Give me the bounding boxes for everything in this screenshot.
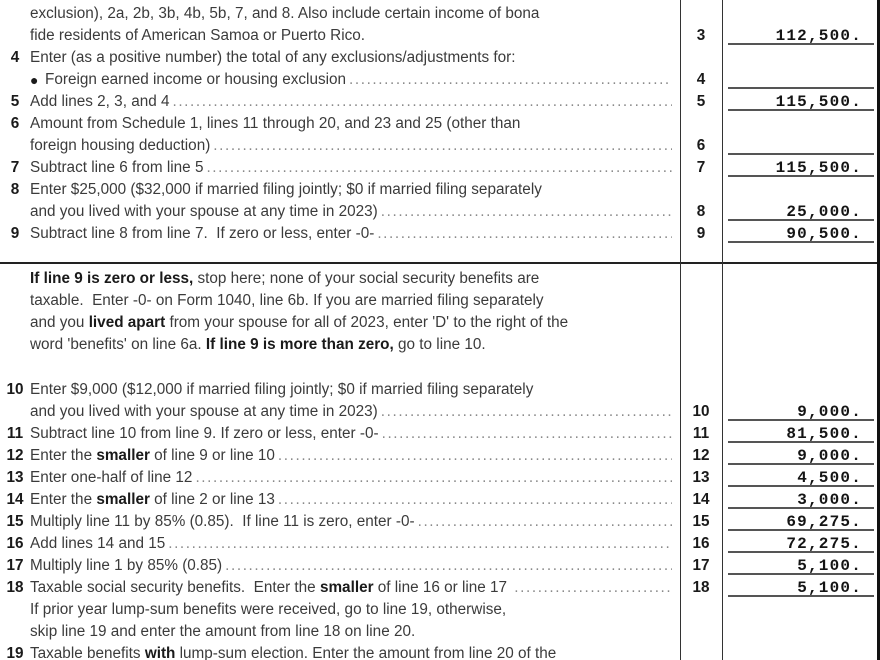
worksheet-row [0, 113, 880, 135]
amount-underline [728, 43, 874, 45]
line-text: Enter one-half of line 12 [30, 469, 193, 486]
section-divider [0, 262, 880, 264]
line-number: 16 [692, 535, 710, 552]
dotted-leader [172, 91, 672, 113]
line-text: Enter the smaller of line 2 or line 13 [30, 491, 275, 508]
line-label: 17 [6, 557, 24, 574]
worksheet-row [0, 643, 880, 660]
line-number: 8 [696, 203, 706, 220]
line-text: skip line 19 and enter the amount from line 18 on line 20. [30, 623, 416, 640]
line-text: exclusion), 2a, 2b, 3b, 4b, 5b, 7, and 8. Also include certain income of bona [30, 5, 540, 22]
line-text: and you lived with your spouse at any time in 2023) [30, 403, 378, 420]
note-paragraph-line [0, 334, 880, 356]
line-text: Amount from Schedule 1, lines 11 through 20, and 23 and 25 (other than [30, 115, 521, 132]
line-label: 4 [10, 49, 20, 66]
note-paragraph [0, 268, 880, 356]
line-text: Enter the smaller of line 9 or line 10 [30, 447, 275, 464]
line-text: Add lines 2, 3, and 4 [30, 93, 170, 110]
worksheet-row [0, 401, 880, 423]
amount-value: 115,500. [775, 93, 862, 111]
worksheet-row [0, 599, 880, 621]
line-text: Enter $25,000 ($32,000 if married filing jointly; $0 if married filing separately [30, 181, 542, 198]
worksheet-row [0, 423, 880, 445]
amount-value: 9,000. [797, 403, 862, 421]
amount-value: 81,500. [786, 425, 862, 443]
amount-value: 5,100. [797, 557, 862, 575]
line-label: 9 [10, 225, 20, 242]
amount-underline [728, 573, 874, 575]
dotted-leader [381, 201, 672, 223]
amount-underline [728, 485, 874, 487]
note-text: taxable. Enter -0- on Form 1040, line 6b. If you are married filing separately [30, 292, 544, 309]
line-number: 5 [696, 93, 706, 110]
amount-value: 4,500. [797, 469, 862, 487]
worksheet-row [0, 3, 880, 25]
line-label: 19 [6, 645, 24, 660]
dotted-leader [514, 577, 672, 599]
amount-value: 90,500. [786, 225, 862, 243]
amount-underline [728, 153, 874, 155]
line-text: Enter (as a positive number) the total of any exclusions/adjustments for: [30, 49, 516, 66]
line-text: Foreign earned income or housing exclusion [45, 71, 347, 88]
line-text: Subtract line 6 from line 5 [30, 159, 204, 176]
amount-underline [728, 507, 874, 509]
line-text: Add lines 14 and 15 [30, 535, 166, 552]
dotted-leader [381, 401, 672, 423]
line-label: 8 [10, 181, 20, 198]
dotted-leader [213, 135, 672, 157]
line-text: Taxable social security benefits. Enter the smaller of line 16 or line 17 [30, 579, 512, 596]
line-text: foreign housing deduction) [30, 137, 211, 154]
amount-underline [728, 109, 874, 111]
section-lines-3-9 [0, 0, 880, 245]
note-paragraph-line [0, 312, 880, 334]
amount-underline [728, 551, 874, 553]
line-label: 12 [6, 447, 24, 464]
line-number: 13 [692, 469, 710, 486]
line-number: 6 [696, 137, 706, 154]
line-number: 14 [692, 491, 710, 508]
amount-value: 9,000. [797, 447, 862, 465]
line-label: 15 [6, 513, 24, 530]
amount-underline [728, 219, 874, 221]
worksheet-row [0, 201, 880, 223]
worksheet-row [0, 379, 880, 401]
note-text: If line 9 is zero or less, stop here; none of your social security benefits are [30, 270, 540, 287]
line-label: 7 [10, 159, 20, 176]
line-number: 3 [696, 27, 706, 44]
line-text: Taxable benefits with lump-sum election. Enter the amount from line 20 of the [30, 645, 557, 660]
worksheet-row [0, 555, 880, 577]
amount-underline [728, 463, 874, 465]
worksheet-row [0, 533, 880, 555]
amount-value: 69,275. [786, 513, 862, 531]
worksheet-row [0, 511, 880, 533]
line-label: 18 [6, 579, 24, 596]
dotted-leader [278, 489, 672, 511]
section-lines-10-19 [0, 379, 880, 660]
amount-value: 3,000. [797, 491, 862, 509]
line-text: and you lived with your spouse at any time in 2023) [30, 203, 378, 220]
note-text: word 'benefits' on line 6a. If line 9 is more than zero, go to line 10. [30, 336, 486, 353]
line-label: 10 [6, 381, 24, 398]
line-text: Multiply line 11 by 85% (0.85). If line 11 is zero, enter -0- [30, 513, 415, 530]
amount-underline [728, 87, 874, 89]
line-number: 4 [696, 71, 706, 88]
amount-value: 25,000. [786, 203, 862, 221]
dotted-leader [418, 511, 672, 533]
line-number: 12 [692, 447, 710, 464]
line-label: 6 [10, 115, 20, 132]
worksheet-row [0, 69, 880, 91]
dotted-leader [195, 467, 672, 489]
line-number: 10 [692, 403, 710, 420]
line-label: 13 [6, 469, 24, 486]
line-label: 16 [6, 535, 24, 552]
line-number: 7 [696, 159, 706, 176]
worksheet-row [0, 179, 880, 201]
amount-underline [728, 595, 874, 597]
amount-underline [728, 419, 874, 421]
dotted-leader [168, 533, 672, 555]
line-text: Multiply line 1 by 85% (0.85) [30, 557, 223, 574]
line-text: Subtract line 10 from line 9. If zero or less, enter -0- [30, 425, 379, 442]
worksheet-row [0, 445, 880, 467]
worksheet-row [0, 223, 880, 245]
worksheet-row [0, 577, 880, 599]
amount-value: 112,500. [775, 27, 862, 45]
worksheet-row [0, 621, 880, 643]
amount-underline [728, 175, 874, 177]
dotted-leader [206, 157, 672, 179]
worksheet-row [0, 47, 880, 69]
line-text: If prior year lump-sum benefits were received, go to line 19, otherwise, [30, 601, 507, 618]
amount-underline [728, 241, 874, 243]
dotted-leader [349, 69, 672, 91]
amount-underline [728, 529, 874, 531]
note-paragraph-line [0, 268, 880, 290]
dotted-leader [377, 223, 672, 245]
note-text: and you lived apart from your spouse for all of 2023, enter 'D' to the right of the [30, 314, 569, 331]
line-number: 17 [692, 557, 710, 574]
worksheet-row [0, 489, 880, 511]
line-number: 18 [692, 579, 710, 596]
note-paragraph-line [0, 290, 880, 312]
dotted-leader [278, 445, 672, 467]
amount-value: 72,275. [786, 535, 862, 553]
amount-value: 5,100. [797, 579, 862, 597]
line-label: 11 [6, 425, 24, 442]
worksheet-row [0, 467, 880, 489]
line-text: fide residents of American Samoa or Puerto Rico. [30, 27, 365, 44]
column-rule-right [722, 0, 723, 660]
line-text: Subtract line 8 from line 7. If zero or less, enter -0- [30, 225, 375, 242]
line-number: 9 [696, 225, 706, 242]
amount-underline [728, 441, 874, 443]
line-text: Enter $9,000 ($12,000 if married filing jointly; $0 if married filing separately [30, 381, 534, 398]
line-label: 5 [10, 93, 20, 110]
amount-value: 115,500. [775, 159, 862, 177]
worksheet-row [0, 135, 880, 157]
worksheet-row [0, 157, 880, 179]
column-rule-left [680, 0, 681, 660]
dotted-leader [225, 555, 672, 577]
worksheet-row [0, 91, 880, 113]
line-number: 15 [692, 513, 710, 530]
line-number: 11 [692, 425, 710, 442]
bullet-icon: ● [30, 72, 39, 88]
line-label: 14 [6, 491, 24, 508]
dotted-leader [382, 423, 672, 445]
worksheet-row [0, 25, 880, 47]
